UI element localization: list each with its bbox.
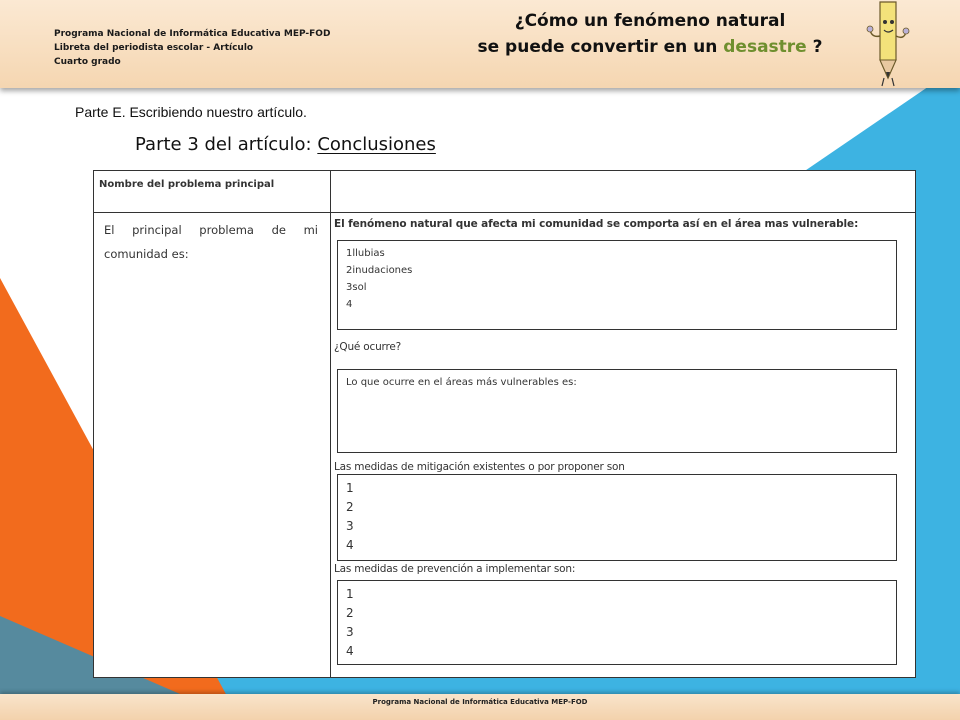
header-title-line2 bbox=[430, 34, 870, 60]
section-title-prefix: Parte 3 del artículo: bbox=[135, 134, 318, 155]
header-title-accent: desastre bbox=[723, 37, 807, 57]
header-title-line2-start: se puede convertir en un bbox=[477, 37, 724, 57]
prevention-item-2: 2 bbox=[346, 606, 354, 620]
prevention-item-1: 1 bbox=[346, 587, 354, 601]
phenomenon-item-3: 3sol bbox=[346, 282, 367, 293]
footer-program-text: Programa Nacional de Informática Educativa MEP-FOD bbox=[372, 698, 588, 706]
phenomenon-item-1: 1llubias bbox=[346, 248, 385, 259]
mitigation-item-3: 3 bbox=[346, 519, 354, 533]
pencil-character-icon bbox=[866, 0, 914, 90]
what-happens-text: Lo que ocurre en el áreas más vulnerables es: bbox=[346, 377, 577, 388]
header-banner bbox=[0, 0, 960, 88]
phenomenon-item-2: 2inudaciones bbox=[346, 265, 413, 276]
what-happens-answer-box[interactable] bbox=[337, 369, 897, 453]
header-title-line1: ¿Cómo un fenómeno natural bbox=[514, 11, 786, 31]
what-happens-question: ¿Qué ocurre? bbox=[334, 341, 401, 353]
prevention-answer-box[interactable] bbox=[337, 580, 897, 665]
prevention-item-3: 3 bbox=[346, 625, 354, 639]
mitigation-question: Las medidas de mitigación existentes o por proponer son bbox=[334, 461, 625, 473]
prevention-item-4: 4 bbox=[346, 644, 354, 658]
section-title-conclusiones: Conclusiones bbox=[317, 134, 436, 155]
header-program-info bbox=[54, 27, 330, 69]
worksheet-table bbox=[93, 170, 916, 678]
header-title bbox=[430, 8, 870, 60]
phenomenon-item-4: 4 bbox=[346, 299, 353, 310]
mitigation-item-4: 4 bbox=[346, 538, 354, 552]
mitigation-answer-box[interactable] bbox=[337, 474, 897, 561]
phenomenon-answer-box[interactable] bbox=[337, 240, 897, 330]
table-row-divider bbox=[94, 212, 915, 213]
phenomenon-question: El fenómeno natural que afecta mi comunidad se comporta así en el área mas vulnerable: bbox=[334, 218, 859, 230]
problem-name-label: Nombre del problema principal bbox=[99, 179, 275, 190]
prevention-question: Las medidas de prevención a implementar son: bbox=[334, 563, 576, 575]
section-subtitle: Parte E. Escribiendo nuestro artículo. bbox=[75, 104, 307, 120]
footer-banner bbox=[0, 694, 960, 720]
header-line-grade: Cuarto grado bbox=[54, 57, 121, 67]
section-title bbox=[135, 134, 436, 155]
mitigation-item-2: 2 bbox=[346, 500, 354, 514]
header-line-program: Programa Nacional de Informática Educativa MEP-FOD bbox=[54, 29, 331, 39]
header-title-line2-end: ? bbox=[806, 37, 823, 57]
problem-statement: El principal problema de mi comunidad es: bbox=[104, 223, 318, 261]
mitigation-item-1: 1 bbox=[346, 481, 354, 495]
table-column-divider bbox=[330, 171, 331, 677]
header-line-notebook: Libreta del periodista escolar - Artículo bbox=[54, 43, 254, 53]
